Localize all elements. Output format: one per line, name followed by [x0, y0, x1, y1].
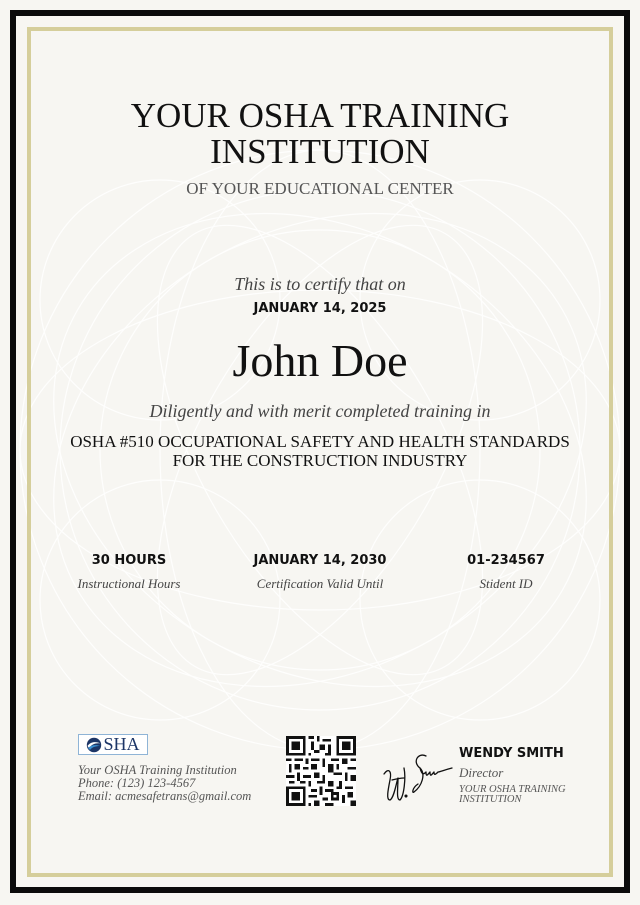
stat-valid-until [220, 553, 420, 592]
course-title-line1: OSHA #510 OCCUPATIONAL SAFETY AND HEALTH STANDARDS [70, 432, 570, 451]
signer-org-line1: YOUR OSHA TRAINING [459, 784, 566, 795]
institution-subtitle: OF YOUR EDUCATIONAL CENTER [186, 179, 454, 198]
institution-title [0, 98, 640, 170]
issue-date: JANUARY 14, 2025 [253, 301, 387, 316]
osha-swirl-icon [86, 737, 102, 753]
signature-icon [382, 748, 454, 806]
certify-text: This is to certify that on [234, 274, 406, 294]
stat-hours [29, 553, 229, 592]
stat-value: 01-234567 [467, 553, 545, 568]
contact-phone: Phone: (123) 123-4567 [78, 776, 196, 790]
institution-title-line2: INSTITUTION [210, 132, 430, 171]
stat-label: Stident ID [479, 576, 533, 591]
institution-title-line1: YOUR OSHA TRAINING [130, 96, 510, 135]
stat-label: Certification Valid Until [256, 576, 384, 591]
recipient-name: John Doe [232, 335, 408, 386]
stat-label: Instructional Hours [77, 576, 181, 591]
contact-institution: Your OSHA Training Institution [78, 763, 237, 777]
signer-org-line2: INSTITUTION [459, 794, 522, 805]
signer-title: Director [459, 765, 504, 780]
osha-logo [78, 734, 148, 755]
stat-value: JANUARY 14, 2030 [253, 553, 387, 568]
stat-student-id [406, 553, 606, 592]
merit-text: Diligently and with merit completed training in [149, 401, 491, 421]
contact-email: Email: acmesafetrans@gmail.com [78, 789, 252, 803]
course-title [0, 432, 640, 470]
signer-name: WENDY SMITH [459, 746, 564, 761]
signer-block [459, 746, 599, 805]
qr-code-icon [286, 736, 356, 806]
course-title-line2: FOR THE CONSTRUCTION INDUSTRY [172, 451, 468, 470]
logo-text: SHA [103, 734, 140, 754]
signer-organization [459, 785, 599, 805]
stat-value: 30 HOURS [91, 553, 167, 568]
institution-contact [78, 764, 251, 803]
